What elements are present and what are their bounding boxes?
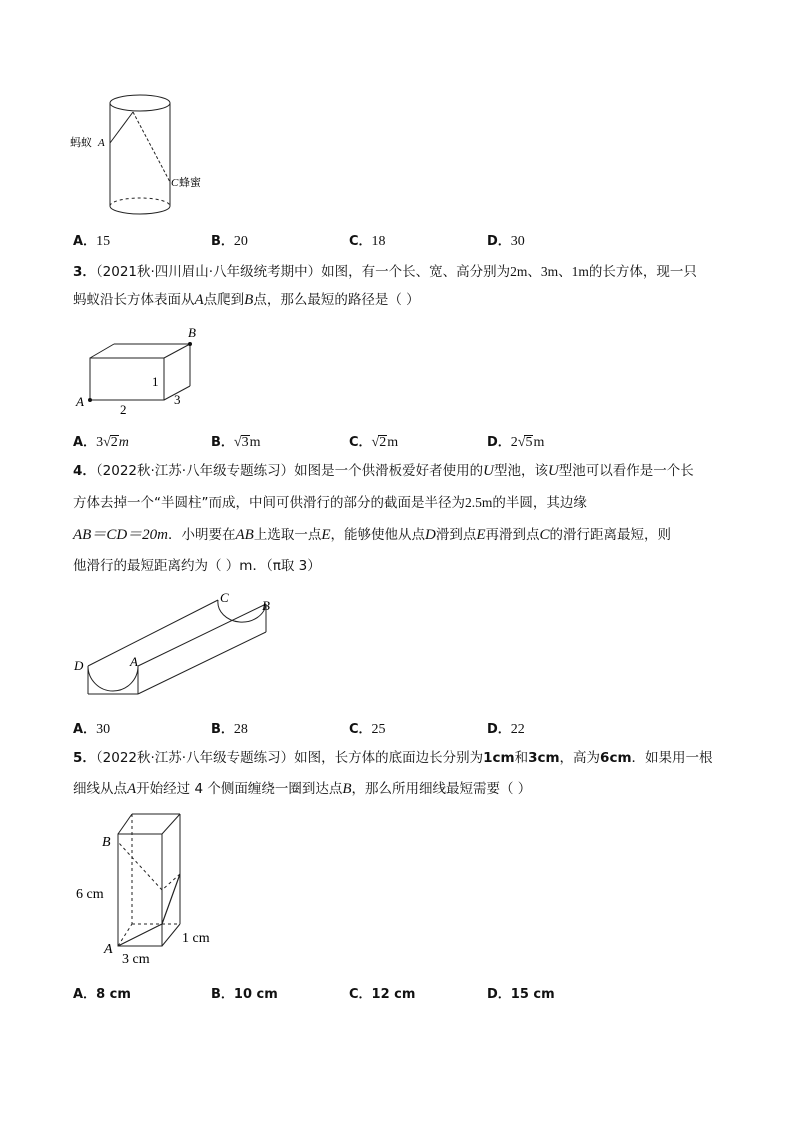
q5-option-c[interactable]: C．12 cm bbox=[349, 987, 416, 1002]
q4-line-4: 他滑行的最短距离约为（ ）m．（π取 3） bbox=[73, 558, 321, 574]
ant-point: A bbox=[98, 137, 105, 149]
u-pool-figure bbox=[70, 588, 280, 700]
q5-option-a[interactable]: A．8 cm bbox=[73, 987, 131, 1002]
ant-label: 蚂蚁 bbox=[70, 136, 92, 149]
q3-height-label: 1 bbox=[152, 374, 159, 389]
prism-width-label: 3 cm bbox=[122, 952, 150, 967]
q3-option-c[interactable]: C．√2m bbox=[349, 435, 399, 450]
q3-option-d[interactable]: D．2√5m bbox=[487, 435, 545, 450]
q4-option-d[interactable]: D．22 bbox=[487, 722, 525, 737]
u-pool-point-d: D bbox=[74, 658, 84, 673]
q4-line-3: AB＝CD＝20m．小明要在AB上选取一点E，能够使他从点D滑到点E再滑到点C的滑行距离最短，则 bbox=[73, 527, 672, 543]
q3-length-label: 2 bbox=[120, 402, 127, 417]
cylinder-figure bbox=[60, 88, 220, 218]
q3-point-a: A bbox=[76, 394, 84, 409]
prism-figure bbox=[70, 808, 240, 968]
prism-depth-label: 1 cm bbox=[182, 931, 210, 946]
q5-option-d[interactable]: D．15 cm bbox=[487, 987, 555, 1002]
q2-option-c[interactable]: C．18 bbox=[349, 234, 386, 249]
prism-point-a: A bbox=[104, 942, 113, 957]
q3-line-1: 3．（2021秋·四川眉山·八年级统考期中）如图，有一个长、宽、高分别为2m、3m、1m的长方体，现一只 bbox=[73, 264, 697, 280]
u-pool-point-c: C bbox=[220, 590, 229, 605]
u-pool-point-b: B bbox=[262, 598, 270, 613]
q5-line-2: 细线从点A开始经过 4 个侧面缠绕一圈到达点B，那么所用细线最短需要（ ） bbox=[73, 781, 532, 797]
q3-width-label: 3 bbox=[174, 392, 181, 407]
honey-label: 蜂蜜 bbox=[179, 176, 201, 189]
q4-option-a[interactable]: A．30 bbox=[73, 722, 111, 737]
q3-point-b: B bbox=[188, 325, 196, 340]
q2-option-b[interactable]: B．20 bbox=[211, 234, 248, 249]
q2-option-a[interactable]: A．15 bbox=[73, 234, 111, 249]
honey-point: C bbox=[171, 177, 179, 189]
q3-line-2: 蚂蚁沿长方体表面从A点爬到B点，那么最短的路径是（ ） bbox=[73, 292, 420, 308]
q2-option-d[interactable]: D．30 bbox=[487, 234, 525, 249]
q3-option-a[interactable]: A．3√2m bbox=[73, 435, 129, 450]
cuboid-figure-q3 bbox=[70, 322, 220, 417]
q3-option-b[interactable]: B．√3m bbox=[211, 435, 261, 450]
q5-line-1: 5．（2022秋·江苏·八年级专题练习）如图，长方体的底面边长分别为1cm和3cm，高为6cm．如果用一根 bbox=[73, 750, 713, 766]
q5-option-b[interactable]: B．10 cm bbox=[211, 987, 278, 1002]
q4-line-1: 4．（2022秋·江苏·八年级专题练习）如图是一个供滑板爱好者使用的U型池，该U型池可以看作是一个长 bbox=[73, 463, 694, 479]
u-pool-point-a: A bbox=[130, 654, 138, 669]
q4-option-b[interactable]: B．28 bbox=[211, 722, 248, 737]
prism-height-label: 6 cm bbox=[76, 887, 104, 902]
q4-option-c[interactable]: C．25 bbox=[349, 722, 386, 737]
prism-point-b: B bbox=[102, 835, 111, 850]
q4-line-2: 方体去掉一个“半圆柱”而成，中间可供滑行的部分的截面是半径为2.5m的半圆，其边缘 bbox=[73, 495, 587, 511]
